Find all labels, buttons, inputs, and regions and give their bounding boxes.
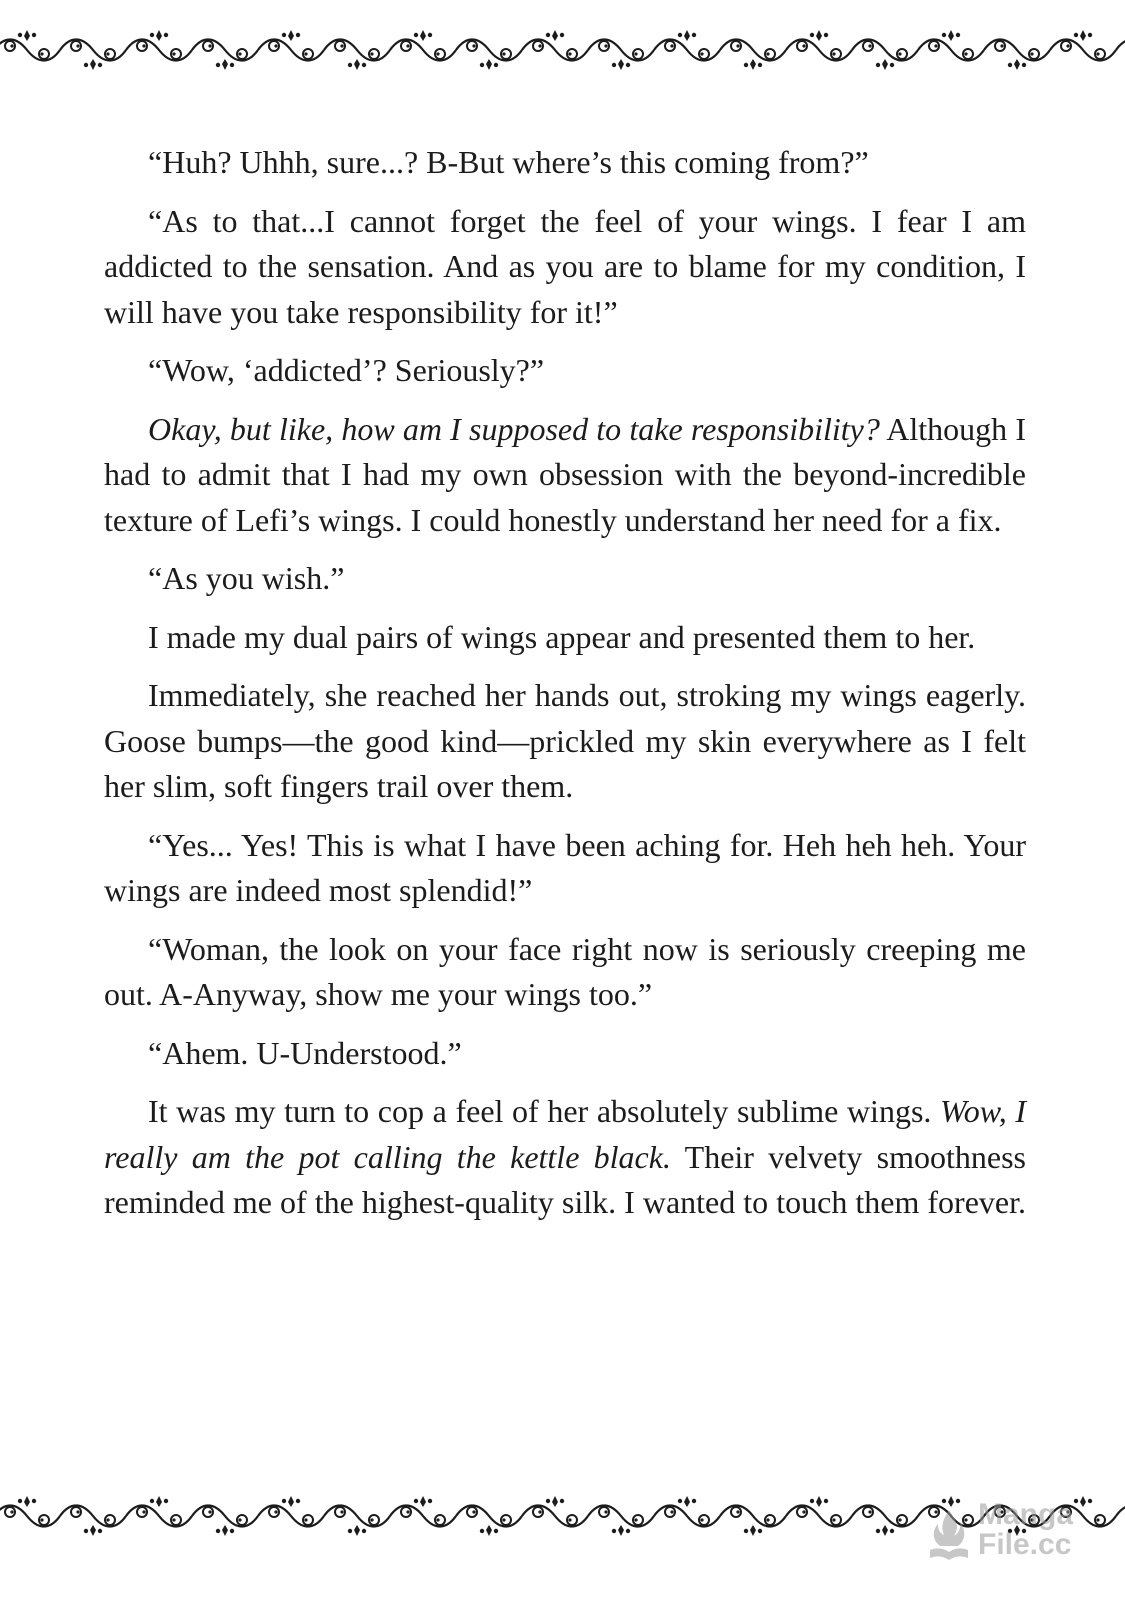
paragraph-4 [104, 407, 1026, 544]
ornament-motif [324, 40, 390, 71]
page-text [104, 140, 1026, 1239]
ornament-motif [192, 40, 258, 71]
ornament-motif [0, 1496, 60, 1527]
text-segment: “Huh? Uhhh, sure...? B-But where’s this coming from?” [148, 144, 869, 180]
ornament-motif [720, 40, 786, 71]
ornament-motif [588, 1506, 654, 1537]
text-segment: Immediately, she reached her hands out, stroking my wings eagerly. Goose bumps—the good kind—prickled my skin everywhere as I felt her slim, soft fingers trail over them. [104, 677, 1026, 804]
manga-file-watermark [926, 1498, 1096, 1568]
text-segment: Although I had to admit that I had my own obsession with the beyond-incredible texture of Lefi’s wings. I could honestly understand her need for a fix. [104, 410, 1027, 538]
text-segment: “Yes... Yes! This is what I have been aching for. Heh heh heh. Your wings are indeed most splendid!” [104, 826, 1026, 908]
ornament-motif [1116, 1506, 1125, 1537]
paragraph-1 [104, 140, 1026, 186]
paragraph-5 [104, 556, 1026, 602]
text-segment: “Woman, the look on your face right now is seriously creeping me out. A-Anyway, show me your wings too.” [104, 930, 1026, 1012]
ornament-motif [1116, 40, 1125, 71]
ornament-motif [720, 1506, 786, 1537]
paragraph-7 [104, 673, 1026, 810]
text-segment: It was my turn to cop a feel of her absolutely sublime wings. [148, 1093, 941, 1129]
text-segment: Their velvety smoothness reminded me of the highest-quality silk. I wanted to touch them forever. [104, 1138, 1026, 1220]
ornament-motif [126, 1496, 192, 1527]
paragraph-2 [104, 199, 1026, 336]
ornament-svg-top [0, 22, 1125, 78]
text-segment: “As you wish.” [148, 560, 345, 596]
ornament-motif [390, 1496, 456, 1527]
ornament-motif [0, 30, 60, 61]
ornament-motif [522, 30, 588, 61]
ornament-motif [852, 40, 918, 71]
ornament-motif [390, 30, 456, 61]
ornament-motif [654, 30, 720, 61]
ornament-motif [852, 1506, 918, 1537]
ornament-motif [258, 1496, 324, 1527]
ornament-motif [522, 1496, 588, 1527]
paragraph-9 [104, 927, 1026, 1018]
ornament-motif [456, 40, 522, 71]
text-segment: I made my dual pairs of wings appear and presented them to her. [148, 618, 976, 655]
ornament-motif [126, 30, 192, 61]
ornament-motif [984, 40, 1050, 71]
ornament-motif [60, 40, 126, 71]
ornament-motif [786, 30, 852, 61]
ornament-motif [918, 30, 984, 61]
ornament-motif [456, 1506, 522, 1537]
ornament-motif [786, 1496, 852, 1527]
paragraph-6 [104, 615, 1026, 661]
ornament-motif [1050, 30, 1116, 61]
paragraph-11 [104, 1089, 1026, 1226]
paragraph-8 [104, 823, 1026, 914]
ornament-motif [258, 30, 324, 61]
flame-book-icon [926, 1506, 972, 1562]
text-segment: “Wow, ‘addicted’? Seriously?” [148, 352, 545, 388]
italic-text-segment: Okay, but like, how am I supposed to take responsibility? [148, 410, 880, 447]
paragraph-10 [104, 1031, 1026, 1077]
watermark-line-1: Manga [978, 1498, 1074, 1531]
italic-text-segment: Wow, I really am the pot calling the kettle black. [104, 1093, 1027, 1175]
ornament-motif [654, 1496, 720, 1527]
paragraph-3 [104, 348, 1026, 394]
ornament-motif [588, 40, 654, 71]
top-ornamental-border [0, 22, 1125, 78]
text-segment: “Ahem. U-Understood.” [148, 1034, 462, 1071]
ornament-motif [192, 1506, 258, 1537]
ornament-motif [324, 1506, 390, 1537]
text-segment: “As to that...I cannot forget the feel of your wings. I fear I am addicted to the sensation. And as you are to blame for my condition, I will have you take responsibility for it!” [104, 202, 1026, 330]
watermark-line-2: File.cc [978, 1528, 1072, 1561]
ornament-motif [60, 1506, 126, 1537]
